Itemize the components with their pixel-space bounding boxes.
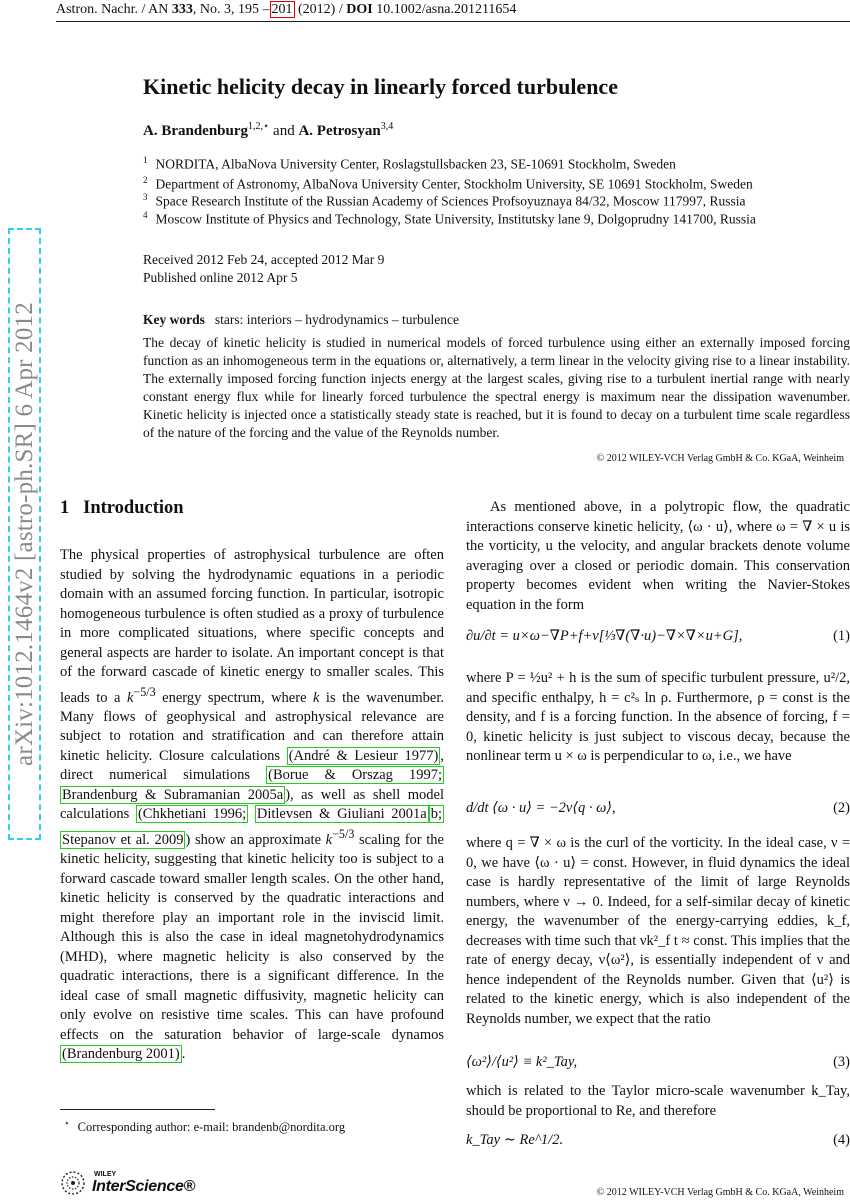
- intro-paragraph: [60, 546, 444, 1065]
- footnote-text: Corresponding author: e-mail: brandenb@nordita.org: [77, 1120, 346, 1135]
- equation-4: [466, 1132, 850, 1149]
- affiliation: [143, 175, 753, 193]
- author-list: [143, 121, 393, 140]
- citation-link[interactable]: (Chkhetiani 1996;: [137, 806, 247, 823]
- affiliation-text: NORDITA, AlbaNova University Center, Roslagstullsbacken 23, SE-10691 Stockholm, Sweden: [155, 156, 676, 172]
- math-k: k: [325, 831, 333, 848]
- equation-3-number: (3): [833, 1054, 850, 1070]
- affiliation-number: 1: [143, 155, 148, 165]
- keywords-text: stars: interiors – hydrodynamics – turbulence: [214, 312, 459, 327]
- text-run: , direct numerical simulations: [60, 747, 445, 784]
- text-run: ), as well as shell model calculations: [60, 786, 444, 823]
- keywords-label: Key words: [143, 312, 205, 327]
- keywords: [143, 312, 459, 328]
- received-date: Received 2012 Feb 24, accepted 2012 Mar 9: [143, 252, 385, 267]
- copyright-notice: © 2012 WILEY-VCH Verlag GmbH & Co. KGaA, Weinheim: [596, 453, 844, 464]
- header-rule: [56, 21, 850, 22]
- equation-4-number: (4): [833, 1132, 850, 1148]
- issue-pages: , No. 3, 195 –: [192, 2, 270, 17]
- author-2-marks: 3,4: [380, 121, 394, 132]
- logo-top-text: WILEY: [94, 1171, 117, 1178]
- affiliation: [143, 210, 756, 228]
- citation-link[interactable]: Stepanov et al. 2009: [62, 831, 184, 848]
- section-number: 1: [60, 498, 70, 518]
- math-k: k: [126, 689, 134, 706]
- equation-1-number: (1): [833, 628, 850, 644]
- citation-link[interactable]: (Borue & Orszag 1997;: [268, 767, 443, 784]
- equation-3: [466, 1054, 850, 1071]
- footnote: [64, 1118, 345, 1135]
- wiley-interscience-logo: [60, 1168, 210, 1198]
- equation-2-number: (2): [833, 800, 850, 816]
- right-column-p1: As mentioned above, in a polytropic flow, the quadratic interactions conserve kinetic helicity, ⟨ω · u⟩, where ω = ∇ × u is the vorticity, u the velocity, and angular brackets denote volume averaging over a closed or periodic domain. This conservation property becomes evident when writing the Navier-Stokes equation in the form: [466, 499, 850, 613]
- right-column-p2: where P = ½u² + h is the sum of specific turbulent pressure, u²/2, and specific enthalpy, h = c²ₛ ln ρ. Furthermore, ρ = const is the density, and f is a forcing function. In the absence of forcing, f = 0, kinetic helicity is just subject to viscous decay, because the nonlinear term u × ω is perpendicular to ω, i.e., we have: [466, 670, 850, 764]
- math-exponent: −5/3: [133, 684, 156, 699]
- published-date: Published online 2012 Apr 5: [143, 270, 298, 285]
- author-1: A. Brandenburg: [143, 123, 249, 139]
- equation-1: [466, 628, 850, 645]
- equation-4-body: k_Tay ∼ Re^1/2.: [466, 1132, 564, 1148]
- affiliation-text: Space Research Institute of the Russian Academy of Sciences Profsoyuznaya 84/32, Moscow 117997, Russia: [155, 193, 746, 209]
- doi-label: DOI: [346, 2, 373, 17]
- affiliation-number: 3: [143, 192, 148, 202]
- right-column-p3: where q = ∇ × ω is the curl of the vorticity. In the ideal case, ν = 0, we have ⟨ω · u⟩ = const. However, in fluid dynamics the ideal case is hardly representative of the limit of large Reynolds numbers, where ν → 0. Indeed, for a self-similar decay of kinetic energy, the wavenumber of the energy-carrying eddies, k_f, decreases with time such that νk²_f t ≈ const. This implies that the rate of energy decay, ν⟨ω²⟩, is essentially independent of ν and hence independent of the Reynolds number. Given that ⟨u²⟩ is related to the kinetic energy, which is also independent of the Reynolds number, we expect that the ratio: [466, 835, 850, 1027]
- page-end-link[interactable]: 201: [271, 2, 293, 17]
- left-column: [60, 546, 444, 1065]
- running-header: [56, 3, 516, 17]
- footnote-mark: ⋆: [64, 1118, 70, 1128]
- equation-2-body: d/dt ⟨ω · u⟩ = −2ν⟨q · ω⟩,: [466, 800, 616, 816]
- author-2: A. Petrosyan: [298, 123, 381, 139]
- equation-1-body: ∂u/∂t = u×ω−∇P+f+ν[⅓∇(∇·u)−∇×∇×u+G],: [466, 628, 743, 644]
- footnote-rule: [60, 1109, 215, 1110]
- math-exponent: −5/3: [332, 826, 355, 841]
- arxiv-stamp-text: arXiv:1012.1464v2 [astro-ph.SR] 6 Apr 2012: [10, 302, 38, 766]
- doi: 10.1002/asna.201211654: [376, 2, 517, 17]
- author-1-marks: 1,2,⋆: [248, 121, 270, 132]
- citation-link[interactable]: (André & Lesieur 1977): [288, 747, 439, 764]
- math-k: k: [313, 689, 320, 706]
- equation-2: [466, 800, 850, 817]
- affiliation-number: 4: [143, 210, 148, 220]
- affiliation-text: Department of Astronomy, AlbaNova University Center, Stockholm University, SE 10691 Stockholm, Sweden: [155, 176, 753, 192]
- section-title: Introduction: [83, 498, 184, 518]
- affiliation-number: 2: [143, 175, 148, 185]
- right-column-p4: which is related to the Taylor micro-scale wavenumber k_Tay, should be proportional to Re, and therefore: [466, 1083, 850, 1119]
- abstract: The decay of kinetic helicity is studied in numerical models of forced turbulence using either an externally imposed forcing function as an inhomogeneous term in the equations or, alternatively, a term linear in the velocity giving rise to a linear instability. The externally imposed forcing function injects energy at the largest scales, giving rise to a turbulent inertial range with nearly constant energy flux while for linearly forced turbulence the spectral energy is maximum near the dissipation wavenumber. Kinetic helicity is injected once a statistically steady state is reached, but it is found to decay on a turbulent time scale regardless of the nature of the forcing and the value of the Reynolds number.: [143, 335, 850, 440]
- citation-link[interactable]: Ditlevsen & Giuliani 2001a: [256, 806, 427, 823]
- globe-icon: [60, 1170, 86, 1196]
- footer-copyright: © 2012 WILEY-VCH Verlag GmbH & Co. KGaA, Weinheim: [596, 1187, 844, 1198]
- text-run: .: [181, 1046, 186, 1063]
- author-and: and: [273, 123, 295, 139]
- affiliation: [143, 155, 676, 173]
- paper-title: Kinetic helicity decay in linearly forced turbulence: [143, 74, 618, 99]
- journal-name: Astron. Nachr. / AN: [56, 2, 169, 17]
- section-heading: [60, 498, 184, 519]
- logo-main-text: InterScience®: [92, 1178, 196, 1195]
- arxiv-stamp[interactable]: [8, 228, 41, 840]
- citation-link[interactable]: (Brandenburg 2001): [62, 1046, 180, 1063]
- text-run: scaling for the kinetic helicity, suggesting that kinetic helicity too is subject to a forward cascade toward smaller length scales. On the other hand, kinetic helicity is conserved by the quadratic interactions and might therefore play an important role in the inviscid limit. Although this is also the case in ideal magnetohydrodynamics (MHD), where magnetic helicity is also conserved by the quadratic interactions, there is a significant difference. In the ideal case of small magnetic diffusivity, magnetic helicity can only evolve on resistive time scales. This can have profound effects on the saturation behavior of large-scale dynamos: [60, 831, 444, 1043]
- citation-link[interactable]: b;: [430, 806, 443, 823]
- year: (2012) /: [298, 2, 343, 17]
- equation-3-body: ⟨ω²⟩/⟨u²⟩ ≡ k²_Tay,: [466, 1054, 578, 1070]
- text-run: The physical properties of astrophysical turbulence are often studied by solving the hydrodynamic equations in a periodic domain with an assumed forcing function. In particular, isotropic homogeneous turbulence is often studied as a proxy of turbulence in more complicated situations, where specific concepts and general aspects are harder to isolate. An important concept is that of the forward cascade of kinetic energy to smaller scales. This leads to a: [60, 547, 444, 706]
- citation-link[interactable]: Brandenburg & Subramanian 2005a: [62, 786, 284, 803]
- volume: 333: [171, 2, 193, 17]
- affiliation: [143, 192, 746, 210]
- text-run: ) show an approximate: [185, 831, 326, 848]
- affiliation-text: Moscow Institute of Physics and Technology, State University, Institutsky lane 9, Dolgoprudny 141700, Russia: [155, 211, 756, 227]
- text-run: energy spectrum, where: [155, 689, 313, 706]
- text-run: is the wavenumber. Many flows of geophysical and astrophysical relevance are subject to rotation and stratification and can therefore attain kinetic helicity. Closure calculations: [60, 689, 444, 764]
